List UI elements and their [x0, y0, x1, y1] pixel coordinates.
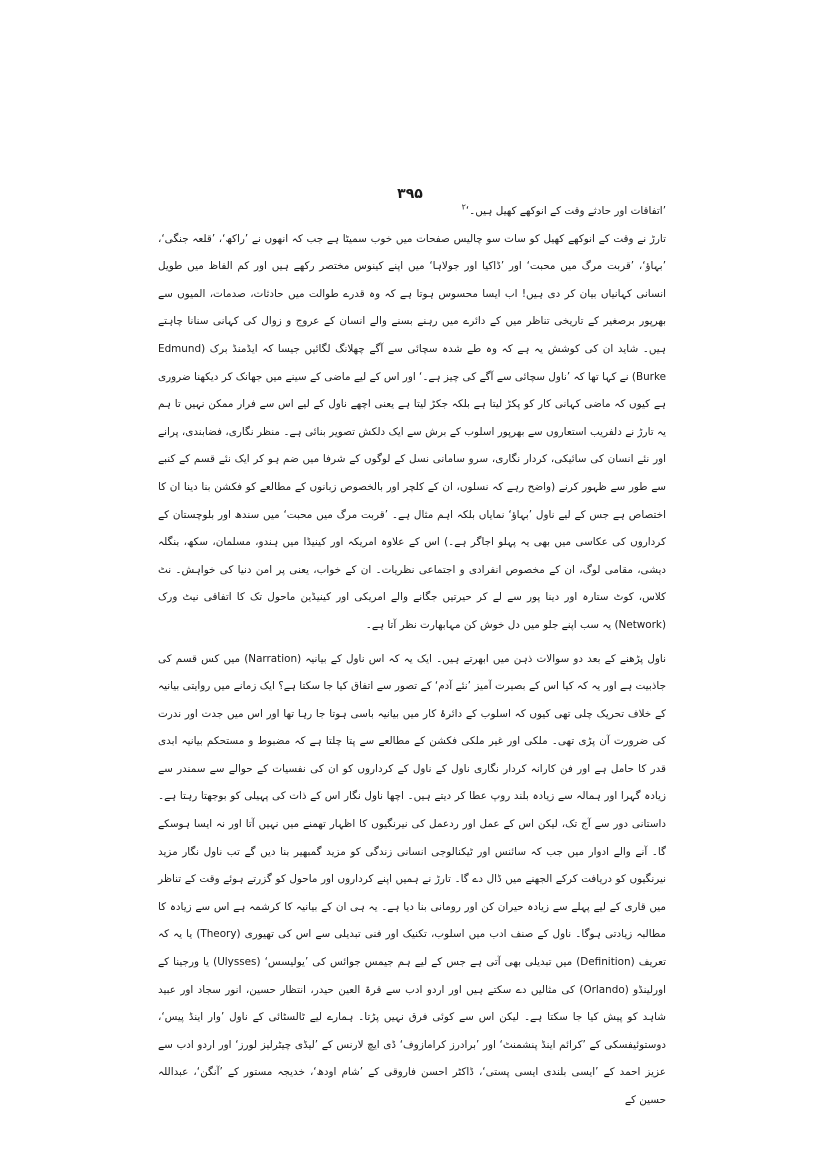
- body-paragraph-1: تارڑ نے وقت کے انوکھے کھیل کو سات سو چالیس صفحات میں خوب سمیٹا ہے جب کہ انھوں نے ’راکھ‘، ’قلعہ جنگی‘، ’بہاؤ‘، ’قربت مرگ میں محبت‘ اور ’ڈاکیا اور جولاہا‘ میں اپنے کینوس مختصر رکھے ہیں اور کم الفاظ میں طویل انسانی کہانیاں بیان کر دی ہیں! اب ایسا محسوس ہوتا ہے کہ وہ قدرے طوالت میں حادثات، صدمات، المیوں سے بھرپور برصغیر کے تاریخی تناظر میں کے دائرے میں رہنے بسنے والے انسان کے عروج و زوال کی کہانی سنانا چاہتے ہیں۔ شاید ان کی کوشش یہ ہے کہ وہ طے شدہ سچائی سے آگے چھلانگ لگائیں جیسا کہ ایڈمنڈ برک (Edmund Burke) نے کہا تھا کہ ’ناول سچائی سے آگے کی چیز ہے۔‘ اور اس کے لیے ماضی کے سینے میں جھانک کر دیکھنا ضروری ہے کیوں کہ ماضی کہانی کار کو پکڑ لیتا ہے بلکہ جکڑ لیتا ہے یعنی اچھے ناول کے لیے اس سے فرار ممکن نہیں تا ہم یہ تارڑ نے دلفریب استعاروں سے بھرپور اسلوب کے برش سے ایک دلکش تصویر بنائی ہے۔ منظر نگاری، فضابندی، پرانے اور نئے انسان کی سائیکی، کردار نگاری، سرو سامانی نسل کے لوگوں کے شرفا میں ضم ہو کر ایک نئے قسم کے کنبے سے طور سے ظہور کرنے (واضح رہے کہ نسلوں، ان کے کلچر اور بالخصوص زبانوں کے مطالعے کو فکشن بنا دینا ان کا اختصاص ہے جس کے لیے ناول ’بہاؤ‘ نمایاں بلکہ اہم مثال ہے۔ ’قربت مرگ میں محبت‘ میں سندھ اور بلوچستان کے کرداروں کی عکاسی میں بھی یہ پہلو اجاگر ہے۔) اس کے علاوہ امریکہ اور کینیڈا میں ہندو، مسلمان، سکھ، بنگلہ دیشی، مقامی لوگ، ان کے مخصوص انفرادی و اجتماعی نظریات۔ ان کے خواب، یعنی پر امن دنیا کی خواہش۔ نٹ کلاس، کوٹ ستارہ اور دینا پور سے لے کر حیرتیں جگانے والے امریکی اور کینیڈین ماحول تک کا اتفاقی نیٹ ورک (Network) یہ سب اپنے جلو میں دل خوش کن مہابھارت نظر آتا ہے۔: [158, 232, 666, 631]
- opening-quote: [158, 198, 666, 226]
- footnote-marker: ۲: [461, 202, 466, 212]
- body-paragraph-2: ناول پڑھنے کے بعد دو سوالات ذہن میں ابھرتے ہیں۔ ایک یہ کہ اس ناول کے بیانیہ (Narration) میں کس قسم کی جاذبیت ہے اور یہ کہ کیا اس کے بصیرت آمیز ’نئے آدم‘ کے تصور سے اتفاق کیا جا سکتا ہے؟ ایک زمانے میں روایتی بیانیہ کے خلاف تحریک چلی تھی کیوں کہ اسلوب کے دائرۂ کار میں بیانیہ باسی ہوتا جا رہا تھا اور اس میں جدت اور ندرت کی ضرورت آن پڑی تھی۔ ملکی اور غیر ملکی فکشن کے مطالعے سے پتا چلتا ہے کہ مضبوط و مستحکم بیانیہ ابدی قدر کا حامل ہے اور فن کارانہ کردار نگاری ناول کے ناول کے کرداروں کو ان کی نفسیات کے حوالے سے سمندر سے زیادہ گہرا اور ہمالہ سے زیادہ بلند روپ عطا کر دیتے ہیں۔ اچھا ناول نگار اس کے ذات کی پہیلی کو بوجھتا رہتا ہے۔ داستانی دور سے آج تک، لیکن اس کے عمل اور ردعمل کی نیرنگیوں کا اظہار تھمنے میں نہیں آتا اور نہ ایسا ہوسکے گا۔ آنے والے ادوار میں جب کہ سائنس اور ٹیکنالوجی انسانی زندگی کو مزید گمبھیر بنا دیں گے تب ناول نگار مزید نیرنگیوں کو دریافت کرکے الجھنے میں ڈال دے گا۔ تارڑ نے ہمیں اپنے کرداروں اور ماحول کو گزرتے ہوئے وقت کے تناظر میں قاری کے لیے پہلے سے زیادہ حیران کن اور رومانی بنا دیا ہے۔ یہ ہی ان کے بیانیہ کا کرشمہ ہے اس سے زیادہ کا مطالبہ زیادتی ہوگا۔ ناول کے صنف ادب میں اسلوب، تکنیک اور فنی تبدیلی سے اس کی تھیوری (Theory) یا یہ کہ تعریف (Definition) میں تبدیلی بھی آتی ہے جس کے لیے ہم جیمس جوائس کی ’یولیسس‘ (Ulysses) یا ورجینا کے اورلینڈو (Orlando) کی مثالیں دے سکتے ہیں اور اردو ادب سے قرۃ العین حیدر، انتظار حسین، انور سجاد اور عبید شاہد کو پیش کیا جا سکتا ہے۔ لیکن اس سے کوئی فرق نہیں پڑتا۔ ہمارے لیے ٹالسٹائی کے ناول ’وار اینڈ پیس‘، دوستوئیفسکی کے ’کرائم اینڈ پنشمنٹ‘ اور ’برادرز کرامازوف‘ ڈی ایچ لارنس کے ’لیڈی چیٹرلیز لورز‘ اور اردو ادب سے عزیز احمد کے ’ایسی بلندی ایسی پستی‘، ڈاکٹر احسن فاروقی کے ’شام اودھ‘، خدیجہ مستور کے ’آنگن‘، عبداللہ حسین کے: [158, 652, 666, 1106]
- opening-quote-text: ’اتفاقات اور حادثے وقت کے انوکھے کھیل ہیں۔‘: [465, 205, 666, 217]
- page-number: ۳۹۵: [397, 186, 423, 202]
- page-body: [158, 198, 666, 1115]
